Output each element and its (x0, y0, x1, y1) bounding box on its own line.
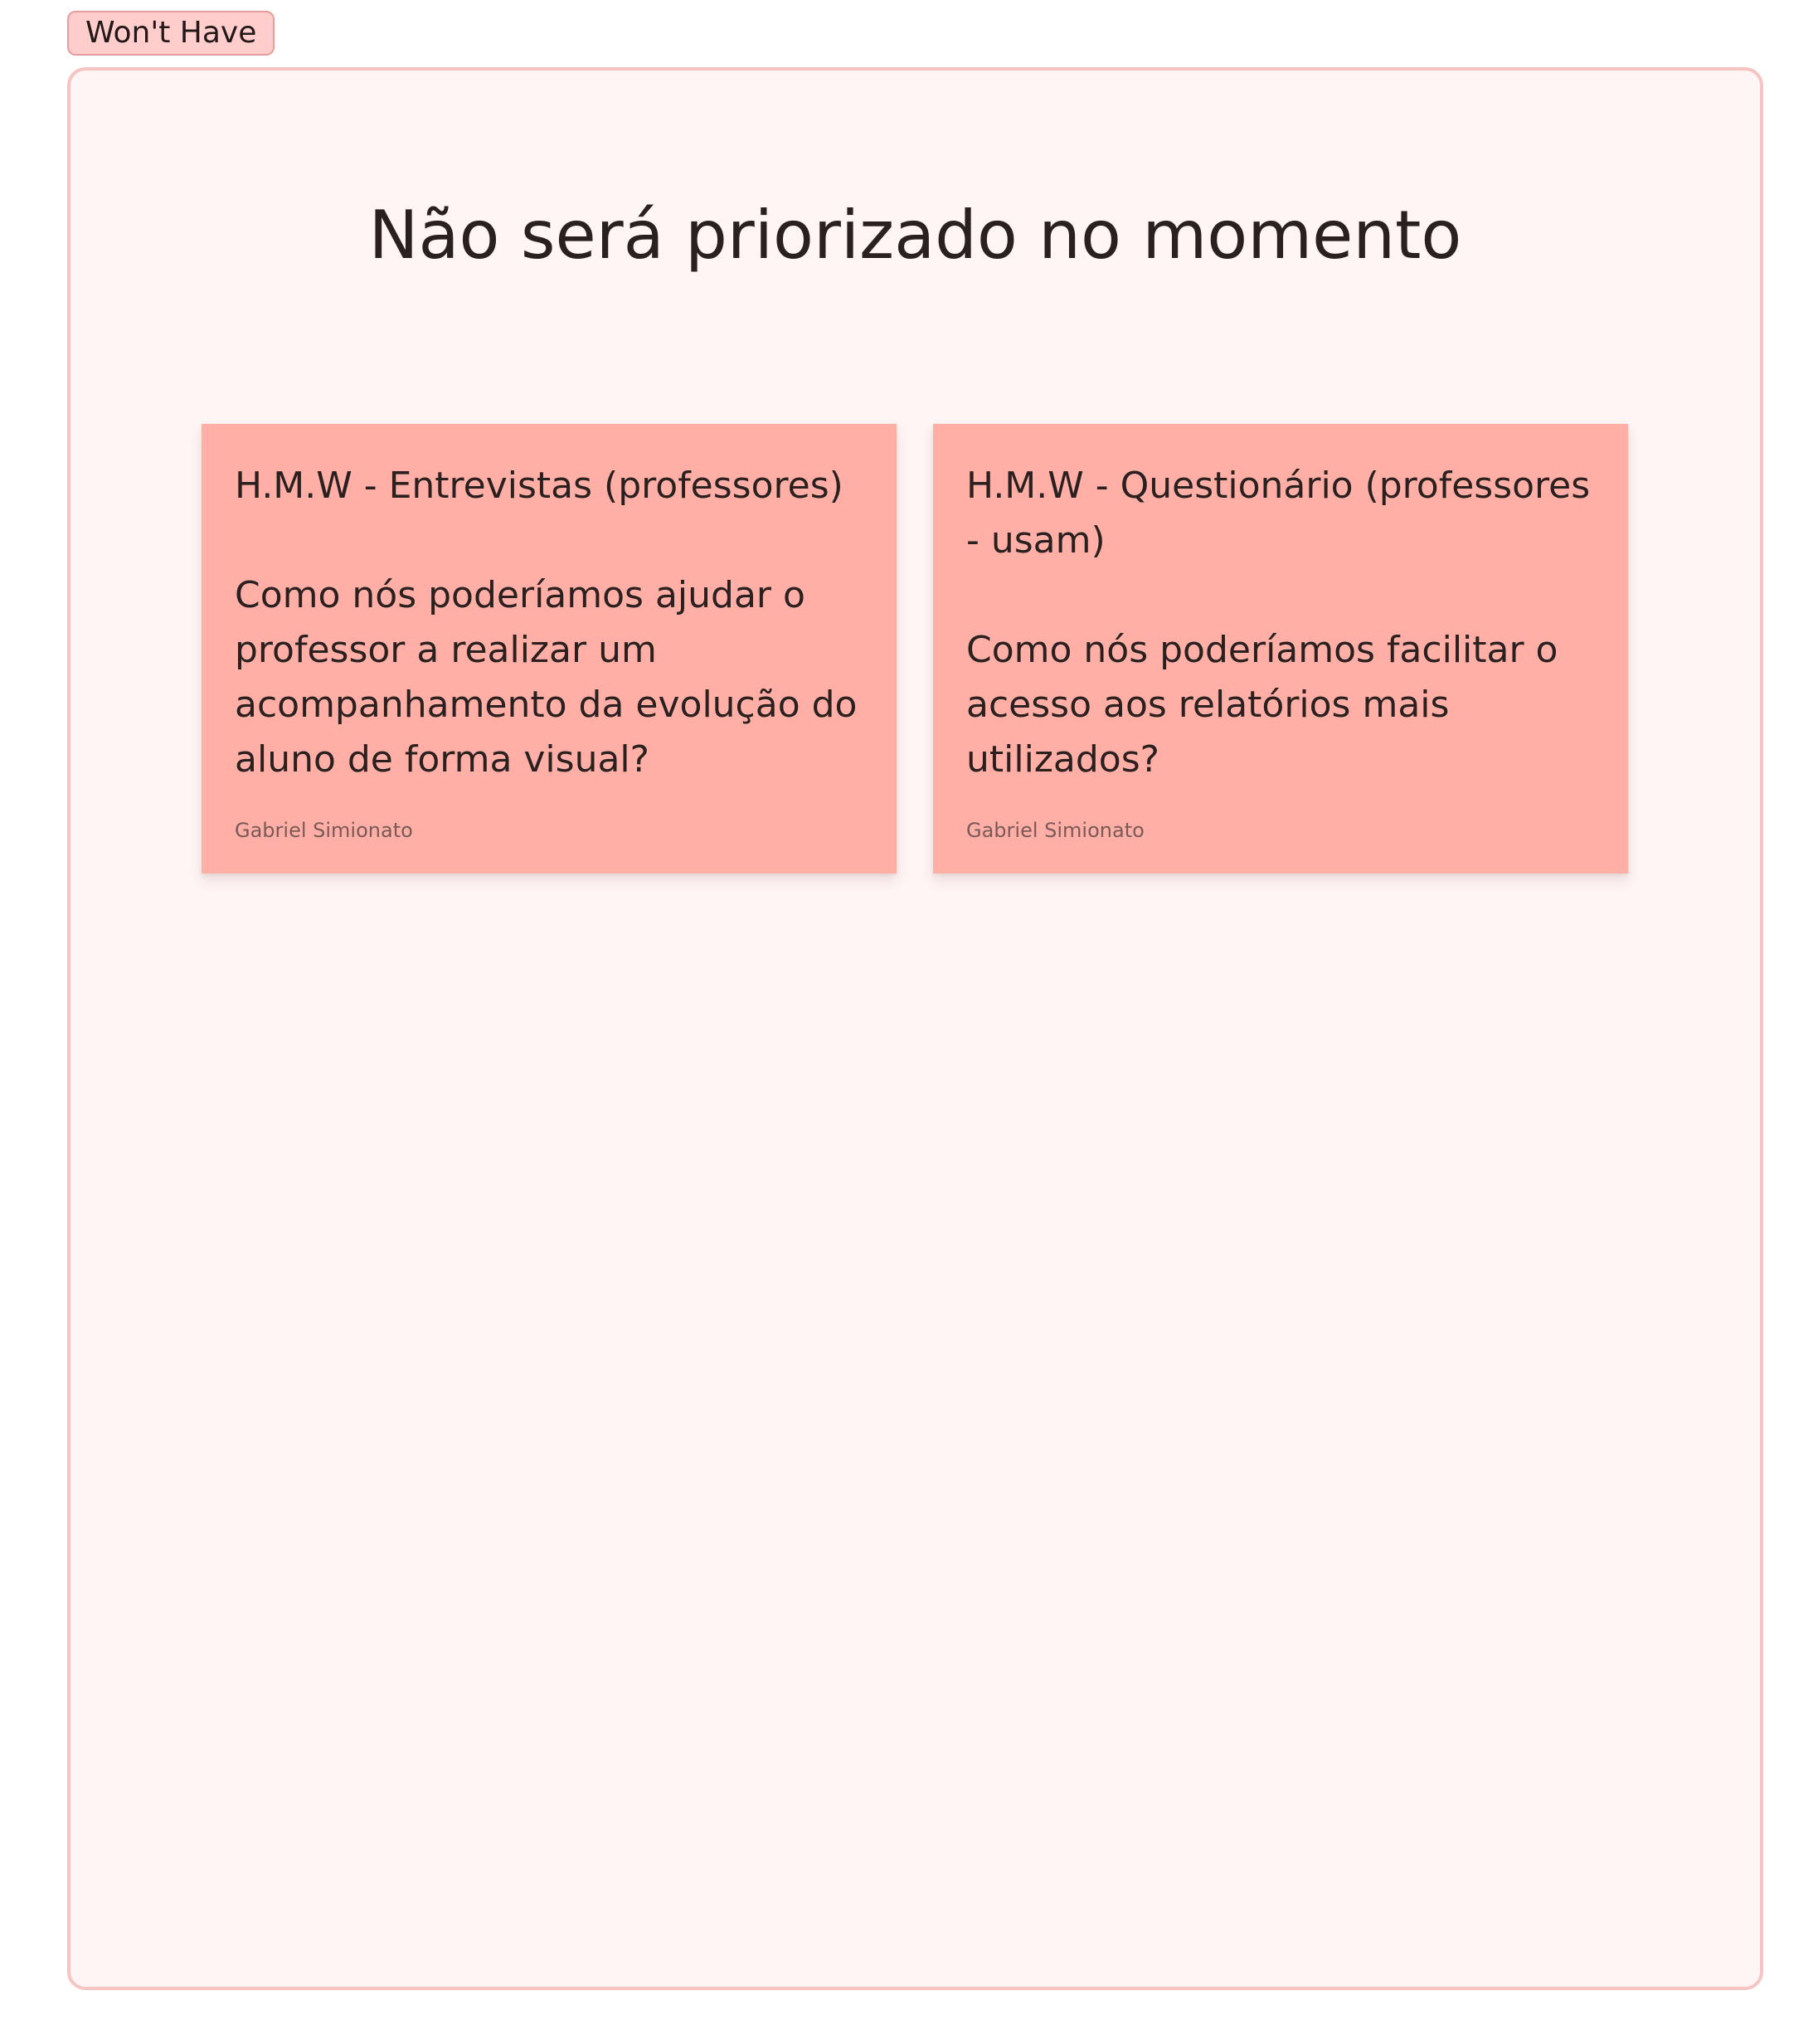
sticky-note[interactable] (202, 424, 897, 874)
sticky-note-author: Gabriel Simionato (235, 819, 413, 842)
sticky-note-author: Gabriel Simionato (966, 819, 1145, 842)
frame-title: Não será priorizado no momento (368, 197, 1462, 274)
frame-tag-label[interactable]: Won't Have (67, 11, 275, 56)
sticky-note-text: H.M.W - Questionário (professores - usam) Como nós poderíamos facilitar o acesso aos relatórios mais utilizados? (966, 465, 1591, 781)
sticky-note-text: H.M.W - Entrevistas (professores) Como nós poderíamos ajudar o professor a realizar um acompanhamento da evolução do aluno de forma visual? (235, 465, 858, 781)
wont-have-frame[interactable] (67, 67, 1763, 1990)
sticky-note[interactable] (933, 424, 1628, 874)
